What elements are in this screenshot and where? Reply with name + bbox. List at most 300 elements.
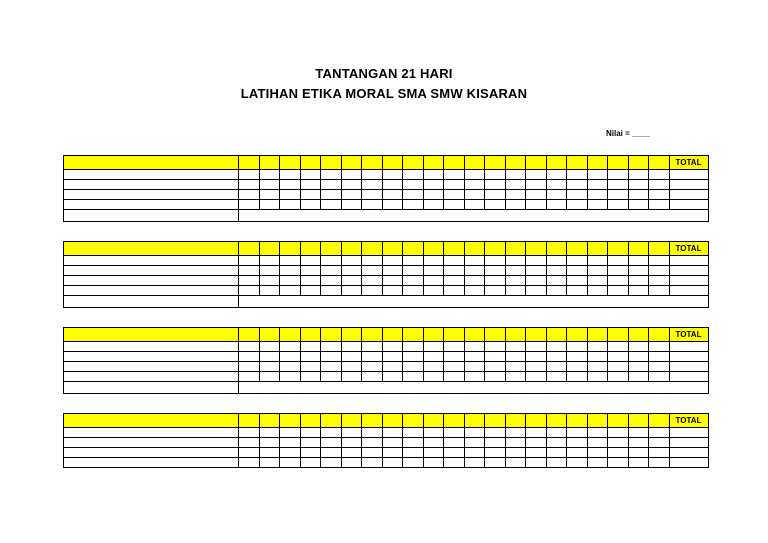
day-cell[interactable] <box>280 190 301 200</box>
day-cell[interactable] <box>505 276 526 286</box>
day-cell[interactable] <box>628 180 649 190</box>
day-cell[interactable] <box>505 200 526 210</box>
day-cell[interactable] <box>608 438 629 448</box>
summary-merged-cell[interactable] <box>239 296 709 308</box>
day-cell[interactable] <box>546 372 567 382</box>
day-cell[interactable] <box>526 342 547 352</box>
day-cell[interactable] <box>259 276 280 286</box>
day-cell[interactable] <box>362 266 383 276</box>
day-cell[interactable] <box>403 352 424 362</box>
day-cell[interactable] <box>628 428 649 438</box>
activity-cell[interactable] <box>64 256 239 266</box>
day-cell[interactable] <box>362 352 383 362</box>
day-cell[interactable] <box>341 458 362 468</box>
day-cell[interactable] <box>444 286 465 296</box>
day-cell[interactable] <box>280 428 301 438</box>
day-cell[interactable] <box>464 200 485 210</box>
day-cell[interactable] <box>485 190 506 200</box>
day-cell[interactable] <box>321 180 342 190</box>
day-cell[interactable] <box>280 458 301 468</box>
day-cell[interactable] <box>485 200 506 210</box>
day-cell[interactable] <box>546 342 567 352</box>
day-cell[interactable] <box>608 428 629 438</box>
day-cell[interactable] <box>403 428 424 438</box>
day-cell[interactable] <box>403 180 424 190</box>
day-cell[interactable] <box>567 362 588 372</box>
day-cell[interactable] <box>341 352 362 362</box>
day-cell[interactable] <box>587 372 608 382</box>
day-cell[interactable] <box>526 180 547 190</box>
day-cell[interactable] <box>567 170 588 180</box>
day-cell[interactable] <box>649 286 670 296</box>
day-cell[interactable] <box>444 276 465 286</box>
day-cell[interactable] <box>403 200 424 210</box>
day-cell[interactable] <box>362 286 383 296</box>
day-cell[interactable] <box>444 448 465 458</box>
day-cell[interactable] <box>464 458 485 468</box>
day-cell[interactable] <box>505 170 526 180</box>
day-cell[interactable] <box>423 428 444 438</box>
day-cell[interactable] <box>341 190 362 200</box>
day-cell[interactable] <box>505 180 526 190</box>
day-cell[interactable] <box>341 438 362 448</box>
day-cell[interactable] <box>403 438 424 448</box>
day-cell[interactable] <box>280 448 301 458</box>
day-cell[interactable] <box>608 342 629 352</box>
day-cell[interactable] <box>259 448 280 458</box>
day-cell[interactable] <box>587 170 608 180</box>
day-cell[interactable] <box>587 428 608 438</box>
day-cell[interactable] <box>526 362 547 372</box>
day-cell[interactable] <box>526 448 547 458</box>
day-cell[interactable] <box>403 362 424 372</box>
day-cell[interactable] <box>259 266 280 276</box>
day-cell[interactable] <box>341 286 362 296</box>
day-cell[interactable] <box>608 286 629 296</box>
day-cell[interactable] <box>382 286 403 296</box>
day-cell[interactable] <box>423 256 444 266</box>
activity-cell[interactable] <box>64 342 239 352</box>
day-cell[interactable] <box>587 286 608 296</box>
day-cell[interactable] <box>362 190 383 200</box>
day-cell[interactable] <box>403 266 424 276</box>
day-cell[interactable] <box>546 352 567 362</box>
day-cell[interactable] <box>464 180 485 190</box>
day-cell[interactable] <box>300 170 321 180</box>
day-cell[interactable] <box>608 266 629 276</box>
day-cell[interactable] <box>300 276 321 286</box>
day-cell[interactable] <box>628 286 649 296</box>
total-cell[interactable] <box>669 448 708 458</box>
day-cell[interactable] <box>259 256 280 266</box>
day-cell[interactable] <box>300 438 321 448</box>
day-cell[interactable] <box>546 362 567 372</box>
day-cell[interactable] <box>608 352 629 362</box>
day-cell[interactable] <box>649 256 670 266</box>
day-cell[interactable] <box>403 342 424 352</box>
day-cell[interactable] <box>587 352 608 362</box>
day-cell[interactable] <box>485 438 506 448</box>
day-cell[interactable] <box>505 352 526 362</box>
day-cell[interactable] <box>382 200 403 210</box>
day-cell[interactable] <box>464 170 485 180</box>
day-cell[interactable] <box>608 256 629 266</box>
day-cell[interactable] <box>444 428 465 438</box>
day-cell[interactable] <box>485 342 506 352</box>
day-cell[interactable] <box>444 266 465 276</box>
day-cell[interactable] <box>321 276 342 286</box>
day-cell[interactable] <box>464 448 485 458</box>
day-cell[interactable] <box>423 342 444 352</box>
activity-cell[interactable] <box>64 266 239 276</box>
day-cell[interactable] <box>239 286 260 296</box>
day-cell[interactable] <box>403 256 424 266</box>
day-cell[interactable] <box>321 190 342 200</box>
day-cell[interactable] <box>464 352 485 362</box>
day-cell[interactable] <box>321 428 342 438</box>
day-cell[interactable] <box>608 200 629 210</box>
day-cell[interactable] <box>280 256 301 266</box>
day-cell[interactable] <box>649 190 670 200</box>
total-cell[interactable] <box>669 458 708 468</box>
day-cell[interactable] <box>567 438 588 448</box>
day-cell[interactable] <box>628 342 649 352</box>
day-cell[interactable] <box>321 266 342 276</box>
day-cell[interactable] <box>341 428 362 438</box>
day-cell[interactable] <box>280 438 301 448</box>
day-cell[interactable] <box>403 448 424 458</box>
day-cell[interactable] <box>239 200 260 210</box>
total-cell[interactable] <box>669 438 708 448</box>
day-cell[interactable] <box>546 200 567 210</box>
day-cell[interactable] <box>321 458 342 468</box>
day-cell[interactable] <box>300 286 321 296</box>
day-cell[interactable] <box>280 266 301 276</box>
day-cell[interactable] <box>300 266 321 276</box>
day-cell[interactable] <box>259 286 280 296</box>
day-cell[interactable] <box>403 170 424 180</box>
day-cell[interactable] <box>649 342 670 352</box>
activity-cell[interactable] <box>64 190 239 200</box>
day-cell[interactable] <box>362 276 383 286</box>
day-cell[interactable] <box>649 352 670 362</box>
day-cell[interactable] <box>526 428 547 438</box>
day-cell[interactable] <box>300 372 321 382</box>
day-cell[interactable] <box>259 438 280 448</box>
day-cell[interactable] <box>649 200 670 210</box>
activity-cell[interactable] <box>64 180 239 190</box>
day-cell[interactable] <box>423 200 444 210</box>
day-cell[interactable] <box>259 428 280 438</box>
day-cell[interactable] <box>362 170 383 180</box>
day-cell[interactable] <box>239 352 260 362</box>
total-cell[interactable] <box>669 266 708 276</box>
day-cell[interactable] <box>526 170 547 180</box>
day-cell[interactable] <box>505 448 526 458</box>
day-cell[interactable] <box>587 180 608 190</box>
day-cell[interactable] <box>505 342 526 352</box>
day-cell[interactable] <box>546 458 567 468</box>
day-cell[interactable] <box>587 200 608 210</box>
day-cell[interactable] <box>239 342 260 352</box>
day-cell[interactable] <box>321 256 342 266</box>
day-cell[interactable] <box>300 200 321 210</box>
day-cell[interactable] <box>567 180 588 190</box>
day-cell[interactable] <box>444 190 465 200</box>
day-cell[interactable] <box>485 256 506 266</box>
day-cell[interactable] <box>628 170 649 180</box>
day-cell[interactable] <box>628 352 649 362</box>
day-cell[interactable] <box>444 458 465 468</box>
activity-cell[interactable] <box>64 276 239 286</box>
day-cell[interactable] <box>587 276 608 286</box>
day-cell[interactable] <box>280 286 301 296</box>
day-cell[interactable] <box>485 276 506 286</box>
activity-cell[interactable] <box>64 458 239 468</box>
day-cell[interactable] <box>239 170 260 180</box>
day-cell[interactable] <box>649 438 670 448</box>
day-cell[interactable] <box>649 266 670 276</box>
activity-cell[interactable] <box>64 170 239 180</box>
day-cell[interactable] <box>341 180 362 190</box>
day-cell[interactable] <box>362 448 383 458</box>
day-cell[interactable] <box>300 458 321 468</box>
day-cell[interactable] <box>546 266 567 276</box>
total-cell[interactable] <box>669 180 708 190</box>
day-cell[interactable] <box>649 428 670 438</box>
summary-label-cell[interactable] <box>64 296 239 308</box>
day-cell[interactable] <box>382 448 403 458</box>
day-cell[interactable] <box>485 428 506 438</box>
day-cell[interactable] <box>403 276 424 286</box>
total-cell[interactable] <box>669 276 708 286</box>
day-cell[interactable] <box>300 362 321 372</box>
day-cell[interactable] <box>423 180 444 190</box>
day-cell[interactable] <box>300 342 321 352</box>
day-cell[interactable] <box>587 458 608 468</box>
day-cell[interactable] <box>259 458 280 468</box>
day-cell[interactable] <box>321 342 342 352</box>
day-cell[interactable] <box>567 190 588 200</box>
total-cell[interactable] <box>669 428 708 438</box>
day-cell[interactable] <box>505 458 526 468</box>
day-cell[interactable] <box>321 448 342 458</box>
day-cell[interactable] <box>628 362 649 372</box>
day-cell[interactable] <box>464 256 485 266</box>
day-cell[interactable] <box>444 170 465 180</box>
day-cell[interactable] <box>485 266 506 276</box>
day-cell[interactable] <box>341 372 362 382</box>
day-cell[interactable] <box>567 428 588 438</box>
day-cell[interactable] <box>239 256 260 266</box>
day-cell[interactable] <box>505 372 526 382</box>
day-cell[interactable] <box>505 190 526 200</box>
total-cell[interactable] <box>669 362 708 372</box>
day-cell[interactable] <box>362 180 383 190</box>
total-cell[interactable] <box>669 256 708 266</box>
day-cell[interactable] <box>341 276 362 286</box>
day-cell[interactable] <box>587 438 608 448</box>
day-cell[interactable] <box>485 458 506 468</box>
day-cell[interactable] <box>608 458 629 468</box>
day-cell[interactable] <box>628 438 649 448</box>
day-cell[interactable] <box>259 200 280 210</box>
day-cell[interactable] <box>300 352 321 362</box>
day-cell[interactable] <box>649 458 670 468</box>
day-cell[interactable] <box>526 438 547 448</box>
day-cell[interactable] <box>403 458 424 468</box>
day-cell[interactable] <box>444 256 465 266</box>
day-cell[interactable] <box>628 372 649 382</box>
day-cell[interactable] <box>464 286 485 296</box>
day-cell[interactable] <box>239 438 260 448</box>
day-cell[interactable] <box>300 180 321 190</box>
day-cell[interactable] <box>567 266 588 276</box>
summary-label-cell[interactable] <box>64 210 239 222</box>
day-cell[interactable] <box>341 200 362 210</box>
day-cell[interactable] <box>423 266 444 276</box>
day-cell[interactable] <box>505 362 526 372</box>
summary-merged-cell[interactable] <box>239 382 709 394</box>
day-cell[interactable] <box>423 448 444 458</box>
day-cell[interactable] <box>628 266 649 276</box>
day-cell[interactable] <box>403 286 424 296</box>
day-cell[interactable] <box>423 170 444 180</box>
day-cell[interactable] <box>362 362 383 372</box>
day-cell[interactable] <box>608 448 629 458</box>
activity-cell[interactable] <box>64 200 239 210</box>
day-cell[interactable] <box>321 438 342 448</box>
day-cell[interactable] <box>505 428 526 438</box>
day-cell[interactable] <box>628 256 649 266</box>
day-cell[interactable] <box>403 190 424 200</box>
day-cell[interactable] <box>608 276 629 286</box>
activity-cell[interactable] <box>64 352 239 362</box>
day-cell[interactable] <box>280 180 301 190</box>
day-cell[interactable] <box>259 372 280 382</box>
day-cell[interactable] <box>485 372 506 382</box>
day-cell[interactable] <box>321 362 342 372</box>
day-cell[interactable] <box>546 286 567 296</box>
day-cell[interactable] <box>526 286 547 296</box>
day-cell[interactable] <box>259 342 280 352</box>
day-cell[interactable] <box>423 458 444 468</box>
day-cell[interactable] <box>546 170 567 180</box>
day-cell[interactable] <box>608 362 629 372</box>
day-cell[interactable] <box>382 362 403 372</box>
day-cell[interactable] <box>485 362 506 372</box>
day-cell[interactable] <box>239 180 260 190</box>
total-cell[interactable] <box>669 372 708 382</box>
day-cell[interactable] <box>321 200 342 210</box>
day-cell[interactable] <box>341 256 362 266</box>
day-cell[interactable] <box>259 170 280 180</box>
day-cell[interactable] <box>382 372 403 382</box>
day-cell[interactable] <box>464 362 485 372</box>
day-cell[interactable] <box>382 276 403 286</box>
day-cell[interactable] <box>259 352 280 362</box>
day-cell[interactable] <box>546 276 567 286</box>
day-cell[interactable] <box>649 276 670 286</box>
day-cell[interactable] <box>382 256 403 266</box>
day-cell[interactable] <box>608 190 629 200</box>
day-cell[interactable] <box>526 458 547 468</box>
day-cell[interactable] <box>280 372 301 382</box>
day-cell[interactable] <box>300 190 321 200</box>
day-cell[interactable] <box>567 286 588 296</box>
day-cell[interactable] <box>382 190 403 200</box>
day-cell[interactable] <box>362 200 383 210</box>
day-cell[interactable] <box>587 266 608 276</box>
day-cell[interactable] <box>341 170 362 180</box>
day-cell[interactable] <box>341 362 362 372</box>
day-cell[interactable] <box>649 448 670 458</box>
day-cell[interactable] <box>423 372 444 382</box>
day-cell[interactable] <box>280 200 301 210</box>
day-cell[interactable] <box>526 256 547 266</box>
day-cell[interactable] <box>444 438 465 448</box>
day-cell[interactable] <box>341 342 362 352</box>
day-cell[interactable] <box>444 200 465 210</box>
day-cell[interactable] <box>423 276 444 286</box>
day-cell[interactable] <box>321 372 342 382</box>
day-cell[interactable] <box>485 448 506 458</box>
day-cell[interactable] <box>423 190 444 200</box>
activity-cell[interactable] <box>64 286 239 296</box>
day-cell[interactable] <box>300 428 321 438</box>
day-cell[interactable] <box>362 256 383 266</box>
day-cell[interactable] <box>567 372 588 382</box>
day-cell[interactable] <box>423 362 444 372</box>
day-cell[interactable] <box>464 276 485 286</box>
day-cell[interactable] <box>362 342 383 352</box>
day-cell[interactable] <box>587 362 608 372</box>
day-cell[interactable] <box>321 170 342 180</box>
day-cell[interactable] <box>444 362 465 372</box>
day-cell[interactable] <box>280 352 301 362</box>
day-cell[interactable] <box>362 372 383 382</box>
day-cell[interactable] <box>526 200 547 210</box>
day-cell[interactable] <box>567 448 588 458</box>
day-cell[interactable] <box>546 448 567 458</box>
day-cell[interactable] <box>423 286 444 296</box>
day-cell[interactable] <box>485 286 506 296</box>
day-cell[interactable] <box>280 342 301 352</box>
activity-cell[interactable] <box>64 448 239 458</box>
day-cell[interactable] <box>362 438 383 448</box>
day-cell[interactable] <box>259 180 280 190</box>
day-cell[interactable] <box>444 342 465 352</box>
day-cell[interactable] <box>382 428 403 438</box>
total-cell[interactable] <box>669 170 708 180</box>
day-cell[interactable] <box>567 200 588 210</box>
day-cell[interactable] <box>546 428 567 438</box>
day-cell[interactable] <box>546 180 567 190</box>
day-cell[interactable] <box>587 342 608 352</box>
day-cell[interactable] <box>280 276 301 286</box>
day-cell[interactable] <box>423 438 444 448</box>
day-cell[interactable] <box>464 438 485 448</box>
day-cell[interactable] <box>567 342 588 352</box>
day-cell[interactable] <box>341 266 362 276</box>
day-cell[interactable] <box>300 448 321 458</box>
day-cell[interactable] <box>505 266 526 276</box>
day-cell[interactable] <box>464 190 485 200</box>
summary-label-cell[interactable] <box>64 382 239 394</box>
day-cell[interactable] <box>239 372 260 382</box>
day-cell[interactable] <box>505 256 526 266</box>
day-cell[interactable] <box>649 170 670 180</box>
